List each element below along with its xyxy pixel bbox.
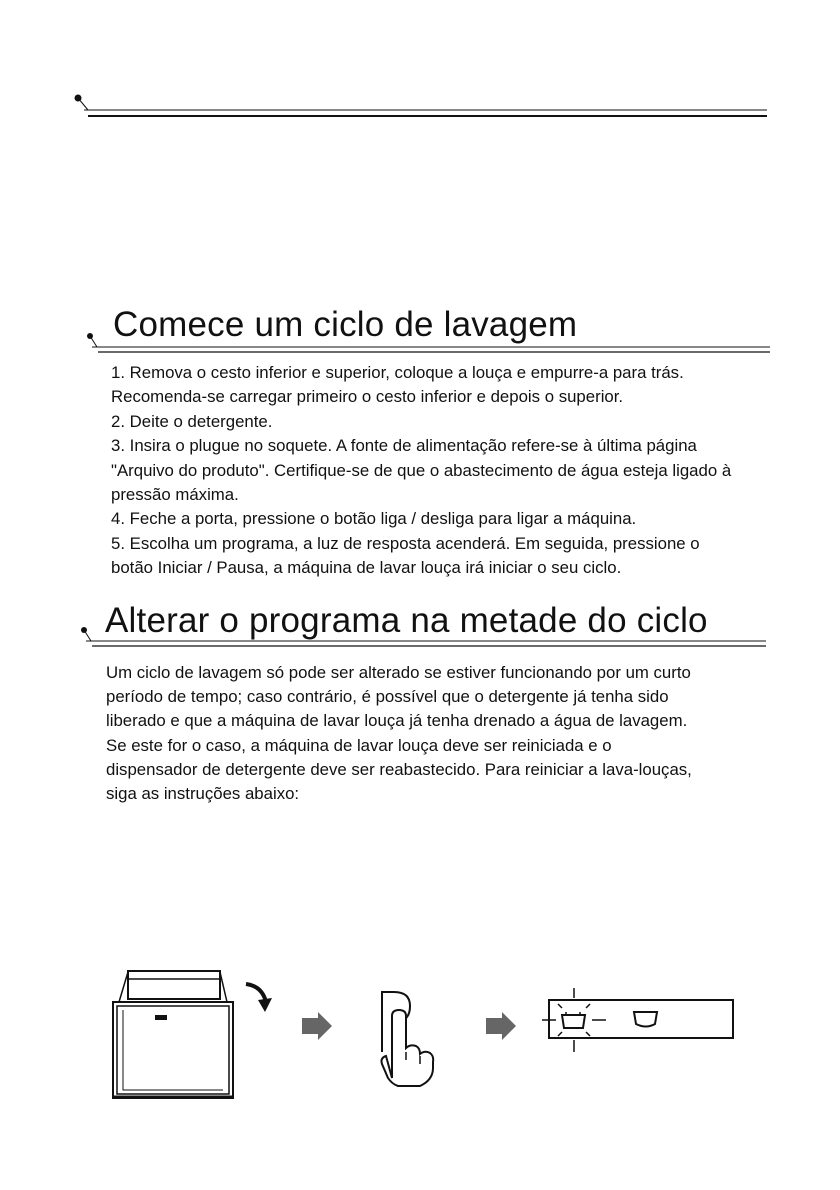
text-line: 1. Remova o cesto inferior e superior, coloque a louça e empurre-a para trás. <box>111 363 684 382</box>
text-line: Recomenda-se carregar primeiro o cesto inferior e depois o superior. <box>111 387 624 407</box>
top-rule <box>75 95 768 117</box>
text-line: liberado e que a máquina de lavar louça já tenha drenado a água de lavagem. <box>106 711 688 731</box>
restart-illustration <box>0 960 840 1100</box>
finger-press-icon <box>382 992 434 1086</box>
start-cycle-instructions <box>111 361 731 581</box>
arrow-right-icon <box>486 1012 516 1040</box>
text-line: 5. Escolha um programa, a luz de resposta acenderá. Em seguida, pressione o <box>111 533 700 553</box>
door-close-arrow-icon <box>246 984 272 1012</box>
text-line: 3. Insira o plugue no soquete. A fonte de alimentação refere-se à última página <box>111 436 697 456</box>
text-line: Um ciclo de lavagem só pode ser alterado se estiver funcionando por um curto <box>106 663 691 682</box>
section-title-start-cycle: Comece um ciclo de lavagem <box>113 305 578 344</box>
section-title-change-program: Alterar o programa na metade do ciclo <box>105 601 708 640</box>
text-line: siga as instruções abaixo: <box>106 784 300 804</box>
change-program-instructions <box>106 661 692 806</box>
text-line: período de tempo; caso contrário, é possível que o detergente já tenha sido <box>106 687 669 707</box>
dishwasher-door-open-icon <box>113 971 233 1098</box>
text-line: botão Iniciar / Pausa, a máquina de lavar louça irá iniciar o seu ciclo. <box>111 558 622 578</box>
text-line: pressão máxima. <box>111 485 239 505</box>
text-line: dispensador de detergente deve ser reabastecido. Para reiniciar a lava-louças, <box>106 759 692 779</box>
program-indicator-panel-icon <box>542 988 733 1052</box>
text-line: "Arquivo do produto". Certifique-se de que o abastecimento de água esteja ligado à <box>111 460 732 480</box>
text-line: Se este for o caso, a máquina de lavar louça deve ser reiniciada e o <box>106 735 612 755</box>
text-line: 2. Deite o detergente. <box>111 411 273 431</box>
text-line: 4. Feche a porta, pressione o botão liga / desliga para ligar a máquina. <box>111 509 637 529</box>
arrow-right-icon <box>302 1012 332 1040</box>
